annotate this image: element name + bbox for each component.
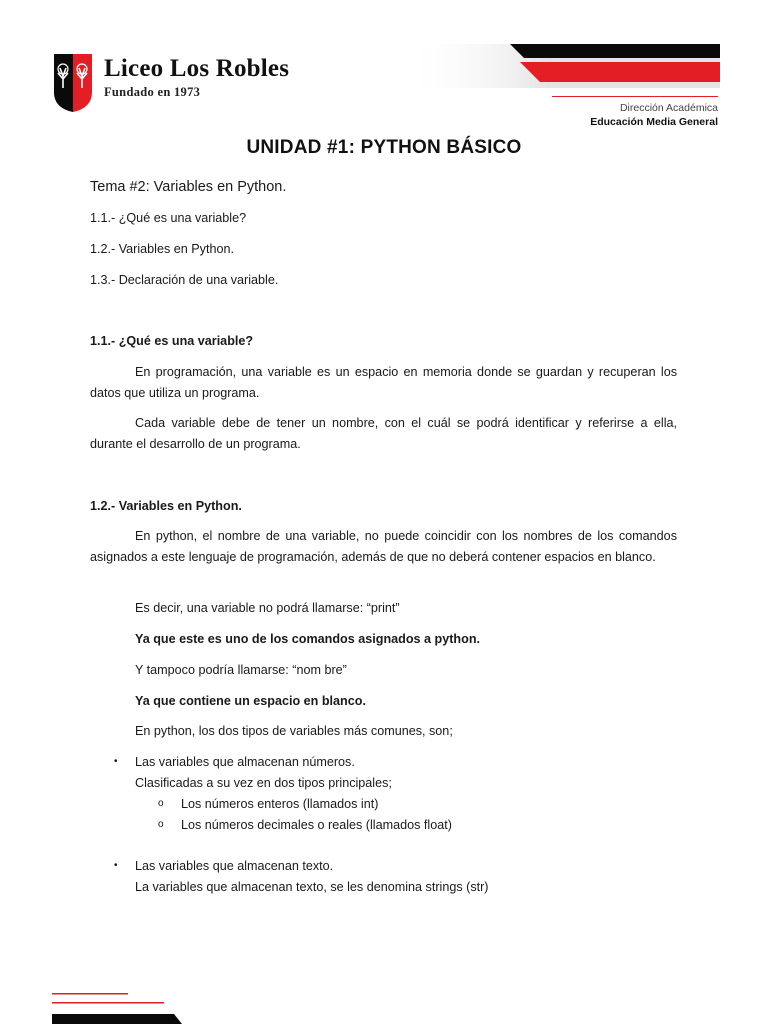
header-red-stripe <box>520 62 720 82</box>
section-heading: 1.2.- Variables en Python. <box>90 499 242 513</box>
founded-text: Fundado en 1973 <box>104 85 201 99</box>
level-label: Educación Media General <box>590 116 718 128</box>
department-label: Dirección Académica <box>619 102 718 114</box>
list-item-detail: Clasificadas a su vez en dos tipos principales; <box>135 776 392 790</box>
bullet-icon: • <box>114 860 118 871</box>
text-line: Y tampoco podría llamarse: “nom bre” <box>135 663 347 677</box>
list-item: Las variables que almacenan números. <box>135 755 355 769</box>
sub-list-item: Los números enteros (llamados int) <box>181 797 379 811</box>
paragraph: En programación, una variable es un espacio en memoria donde se guardan y recuperan los datos que utiliza un programa. <box>90 365 677 400</box>
paragraph: En python, el nombre de una variable, no puede coincidir con los nombres de los comandos asignados a este lenguaje de programación, además de que no deberá contener espacios en blanco. <box>90 529 677 564</box>
page-title: UNIDAD #1: PYTHON BÁSICO <box>246 137 522 158</box>
list-item-detail: La variables que almacenan texto, se les denomina strings (str) <box>135 880 489 894</box>
footer-red-line <box>52 993 128 995</box>
header-black-stripe <box>510 44 720 58</box>
toc-item: 1.1.- ¿Qué es una variable? <box>90 211 247 225</box>
paragraph: Cada variable debe de tener un nombre, con el cuál se podrá identificar y referirse a ella, durante el desarrollo de un programa. <box>90 416 677 451</box>
footer-decoration <box>52 990 182 1024</box>
text-line-bold: Ya que este es uno de los comandos asignados a python. <box>135 632 481 646</box>
text-line: Es decir, una variable no podrá llamarse: “print” <box>135 601 400 615</box>
topic-heading: Tema #2: Variables en Python. <box>90 179 287 195</box>
department-block <box>590 101 718 130</box>
toc-item: 1.2.- Variables en Python. <box>90 242 234 256</box>
brand <box>104 56 289 100</box>
sub-list-item: Los números decimales o reales (llamados float) <box>181 818 452 832</box>
toc-item: 1.3.- Declaración de una variable. <box>90 273 279 287</box>
text-line-bold: Ya que contiene un espacio en blanco. <box>135 694 366 708</box>
circle-bullet-icon: o <box>158 798 164 809</box>
section-heading: 1.1.- ¿Qué es una variable? <box>90 334 254 348</box>
text-line: En python, los dos tipos de variables más comunes, son; <box>135 724 453 738</box>
circle-bullet-icon: o <box>158 819 164 830</box>
header-red-line <box>552 96 718 97</box>
list-item: Las variables que almacenan texto. <box>135 859 334 873</box>
school-name: Liceo Los Robles <box>104 55 290 82</box>
shield-icon <box>52 52 94 114</box>
bullet-icon: • <box>114 756 118 767</box>
footer-red-line <box>52 1002 164 1004</box>
school-logo <box>52 52 289 114</box>
footer-black-bar <box>52 1014 182 1024</box>
